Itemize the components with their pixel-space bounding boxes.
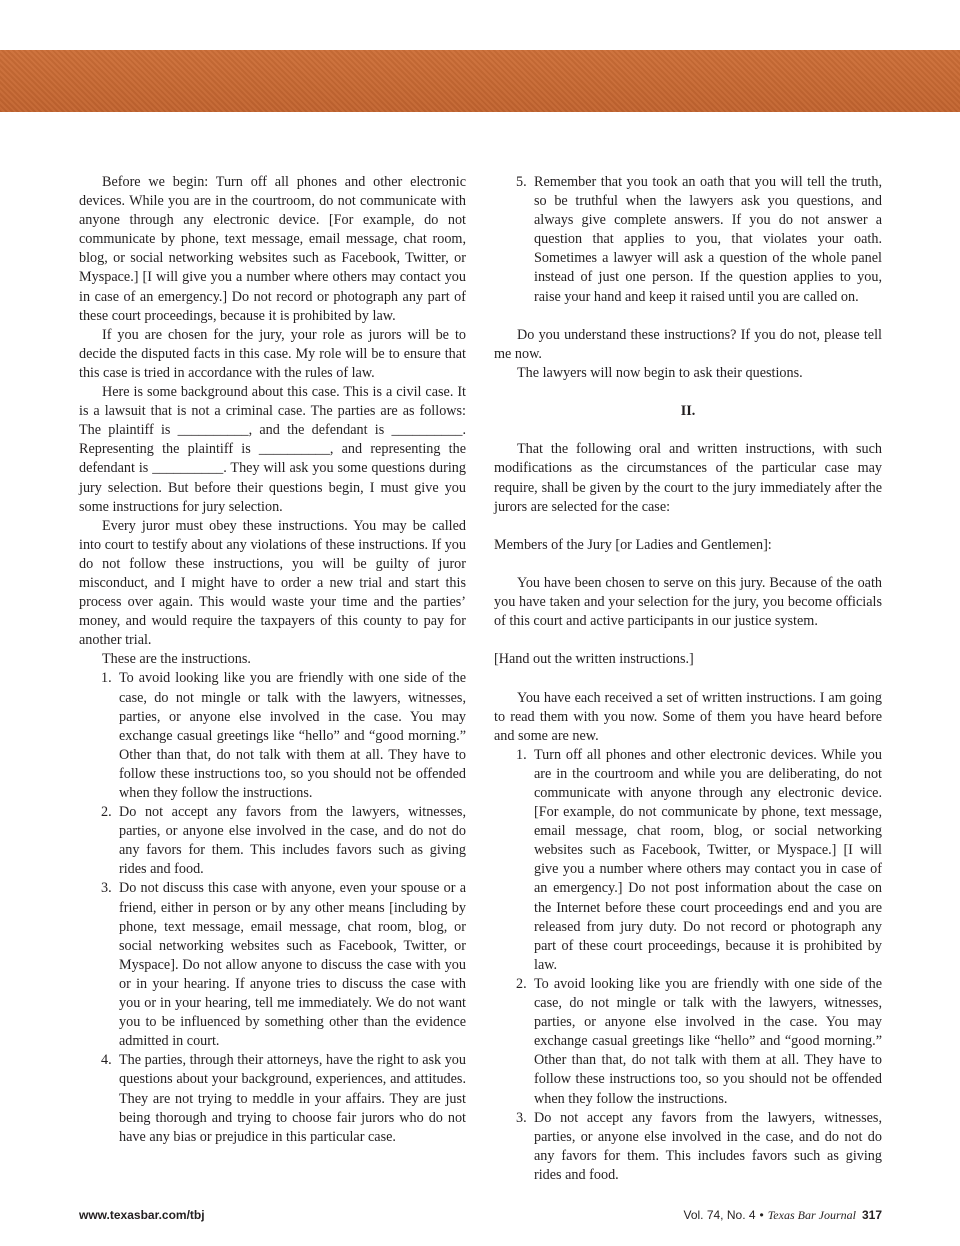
item-number: 1. — [516, 746, 527, 763]
page-footer — [79, 1208, 882, 1226]
right-column — [494, 173, 882, 1185]
page-number: 317 — [861, 1208, 882, 1222]
list-item — [516, 1109, 882, 1185]
item-number: 5. — [516, 174, 527, 190]
list-item — [101, 669, 466, 803]
written-instruction-list — [494, 746, 882, 1185]
item-text: Remember that you took an oath that you will tell the truth, so be truthful when the lawyers ask you questions, and always give complete answers. If you do not answer a question that applies to you, that violates your oath. Sometimes a lawyer will ask a question of the whole panel instead of just one person. If the question applies to you, raise your hand and keep it raised until you are called on. — [534, 174, 882, 305]
instruction-list — [79, 669, 466, 1146]
item-number: 3. — [516, 1109, 527, 1126]
left-column — [79, 173, 466, 1147]
item-text: To avoid looking like you are friendly with one side of the case, do not mingle or talk with the lawyers, witnesses, parties, or anyone else involved in the case. You may exchange casual greetings like “hello” and “good morning.” Other than that, do not talk with them at all. They have to follow these instructions too, so you should not be offended when they follow the instructions. — [534, 975, 882, 1107]
paragraph: You have been chosen to serve on this jury. Because of the oath you have taken and your selection for the jury, you become officials of this court and active participants in our justice system. — [494, 574, 882, 630]
paragraph: Do you understand these instructions? If you do not, please tell me now. — [494, 326, 882, 362]
paragraph: That the following oral and written instructions, with such modifications as the circumstances of the particular case may require, shall be given by the court to the jury immediately after the jurors are selected for the case: — [494, 441, 882, 515]
salutation: Members of the Jury [or Ladies and Gentlemen]: — [494, 536, 772, 553]
list-item — [101, 879, 466, 1051]
item-number: 2. — [516, 975, 527, 992]
separator-bullet: • — [759, 1208, 764, 1222]
item-number: 3. — [101, 880, 112, 897]
header-banner — [0, 50, 960, 112]
item-text: To avoid looking like you are friendly with one side of the case, do not mingle or talk with the lawyers, witnesses, parties, or anyone else involved in the case. You may exchange casual greetings like “hello” and “good morning.” Other than that, do not talk with them at all. They have to follow these instructions too, so you should not be offended when they follow the instructions. — [119, 670, 466, 801]
item-number: 1. — [101, 670, 112, 687]
item-text: Do not discuss this case with anyone, even your spouse or a friend, either in person or by any other means [including by phone, text message, email message, chat room, blog, or social networking websites such as Facebook, Twitter, or Myspace]. Do not allow anyone to discuss the case with you or in your hearing. If anyone tries to discuss the case with you or in your hearing, tell me immediately. We do not want you to be influenced by something other than the evidence admitted in court. — [119, 880, 466, 1050]
intro-paragraph: Every juror must obey these instructions. You may be called into court to testify about any violations of these instructions. If you do not follow these instructions, you will be guilty of juror misconduct, and I might have to order a new trial and start this process over again. This would waste your time and the parties’ money, and would require the taxpayers of this county to pay for another trial. — [79, 517, 466, 649]
item-text: Turn off all phones and other electronic devices. While you are in the courtroom and while you are deliberating, do not communicate with anyone through any electronic device. [For example, do not communicate by phone, text message, email message, chat room, blog, or social networking websites such as Facebook, Twitter, or Myspace.] [I will give you a number where others may contact you in case of an emergency.] Do not post information about the case on the Internet before these court proceedings end and you are released from jury duty. Do not record or photograph any part of these court proceedings, because it is prohibited by law. — [534, 746, 882, 973]
list-item — [516, 975, 882, 1109]
section-heading: II. — [680, 403, 696, 420]
item-text: The parties, through their attorneys, have the right to ask you questions about your background, experiences, and attitudes. They are not trying to meddle in your affairs. They are just being thorough and trying to choose fair jurors who do not have any bias or prejudice in this particular case. — [119, 1052, 466, 1145]
list-item — [101, 803, 466, 879]
stage-direction: [Hand out the written instructions.] — [494, 651, 694, 668]
list-item — [516, 173, 882, 307]
paragraph: The lawyers will now begin to ask their questions. — [517, 364, 803, 381]
item-text: Do not accept any favors from the lawyers, witnesses, parties, or anyone else involved in the case, and do not do any favors for them. This includes favors such as giving rides and food. — [119, 804, 466, 878]
footer-url-link[interactable]: www.texasbar.com/tbj — [79, 1208, 205, 1222]
item-number: 4. — [101, 1052, 112, 1069]
list-item — [101, 1051, 466, 1146]
item-text: Do not accept any favors from the lawyers, witnesses, parties, or anyone else involved in the case, and do not do any favors for them. This includes favors such as giving rides and food. — [534, 1109, 882, 1183]
intro-paragraph: These are the instructions. — [102, 651, 251, 668]
intro-paragraph: Here is some background about this case. This is a civil case. It is a lawsuit that is not a criminal case. The parties are as follows: The plaintiff is __________, and the defendant is __________. Representing the plaintiff is __________, and representing the defendant is __________. They will ask you some questions during jury selection. But before their questions begin, I must give you some instructions for jury selection. — [79, 384, 466, 515]
list-item — [516, 746, 882, 975]
paragraph: You have each received a set of written instructions. I am going to read them with you now. Some of them you have heard before and some are new. — [494, 689, 882, 744]
footer-issue-info — [683, 1208, 882, 1223]
journal-title: Texas Bar Journal — [767, 1208, 856, 1222]
intro-paragraph: If you are chosen for the jury, your role as jurors will be to decide the disputed facts in this case. My role will be to ensure that this case is tried in accordance with the rules of law. — [79, 326, 466, 381]
instruction-list-continued — [494, 173, 882, 307]
item-number: 2. — [101, 804, 112, 821]
volume-label: Vol. 74, No. 4 — [683, 1208, 756, 1222]
intro-paragraph: Before we begin: Turn off all phones and other electronic devices. While you are in the courtroom, do not communicate with anyone through any electronic device. [For example, do not communicate by phone, text message, email message, chat room, blog, or social networking websites such as Facebook, Twitter, or Myspace.] [I will give you a number where others may contact you in case of an emergency.] Do not record or photograph any part of these court proceedings, because it is prohibited by law. — [79, 174, 466, 324]
